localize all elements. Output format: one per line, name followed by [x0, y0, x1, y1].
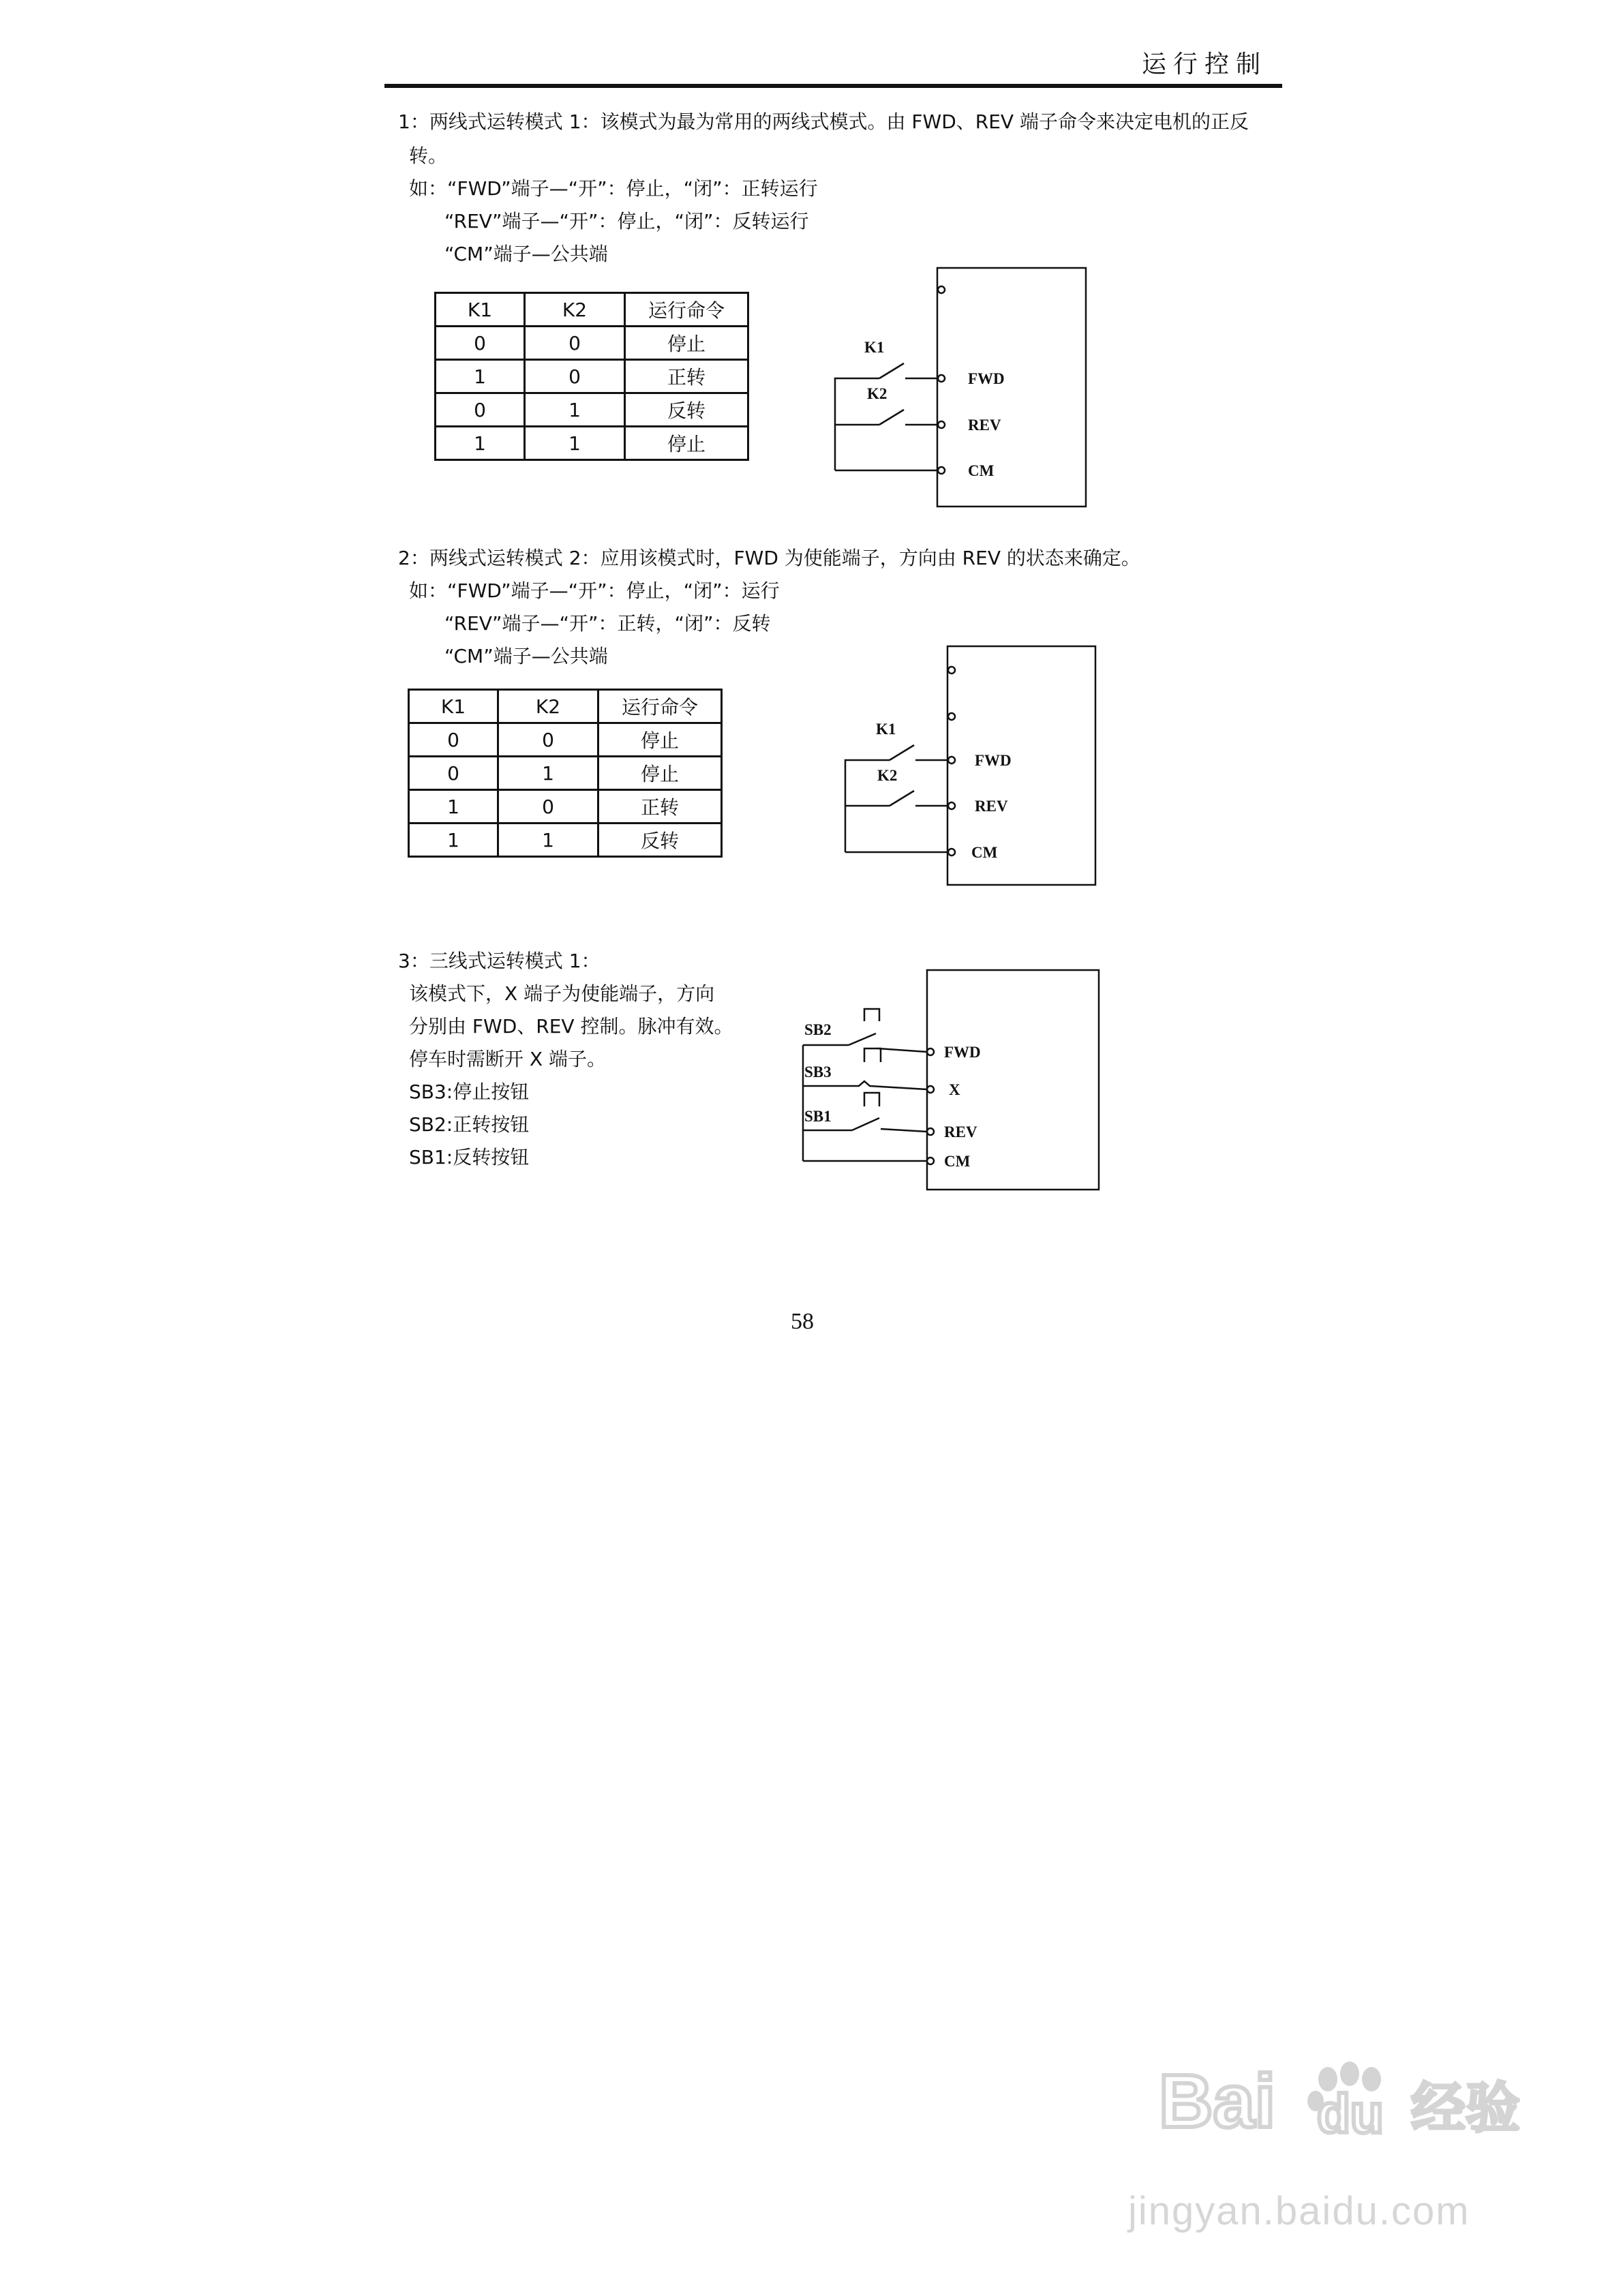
fwd-label: FWD: [975, 752, 1012, 769]
k2-switch-blade: [879, 410, 904, 425]
watermark-url: jingyan.baidu.com: [1128, 2189, 1470, 2233]
page-number: 58: [791, 1309, 814, 1334]
table-row: [409, 723, 722, 757]
k2-label: K2: [877, 767, 898, 784]
table-cell: 正转: [598, 790, 722, 824]
table-cell: 0: [525, 327, 625, 360]
terminal-dot: [927, 1128, 934, 1135]
k1-switch-blade: [890, 745, 914, 760]
watermark-text: Bai: [1159, 2059, 1276, 2141]
table-cell: 0: [498, 790, 598, 824]
table-header-cell: 运行命令: [598, 690, 722, 723]
table-cell: 0: [436, 393, 525, 427]
truth-table-mode2: [408, 689, 723, 858]
section3-line: SB2:正转按钮: [409, 1113, 530, 1136]
rev-label: REV: [975, 798, 1008, 815]
fwd-wire: [878, 1048, 927, 1052]
rev-label: REV: [968, 417, 1001, 434]
terminal-dot: [927, 1048, 934, 1055]
table-row: [436, 393, 748, 427]
table-header-cell: 运行命令: [625, 293, 748, 327]
table-row: [409, 824, 722, 857]
wiring-diagram-mode1: [825, 262, 1097, 508]
terminal-dot: [948, 713, 955, 720]
table-cell: 正转: [625, 360, 748, 393]
table-cell: 1: [436, 360, 525, 393]
table-cell: 停止: [598, 723, 722, 757]
terminal-dot: [938, 467, 945, 474]
k2-switch-blade: [890, 791, 914, 806]
k2-label: K2: [867, 385, 888, 402]
table-cell: 0: [409, 757, 498, 790]
terminal-dot: [938, 421, 945, 428]
terminal-dot: [948, 802, 955, 809]
section2-line: 如：“FWD”端子—“开”：停止，“闭”：运行: [409, 579, 780, 602]
table-header-cell: K2: [525, 293, 625, 327]
table-cell: 1: [409, 824, 498, 857]
watermark-text: du: [1317, 2083, 1384, 2141]
table-cell: 1: [436, 427, 525, 460]
sb1-blade: [852, 1118, 879, 1130]
table-header-cell: K1: [436, 293, 525, 327]
table-cell: 反转: [598, 824, 722, 857]
table-cell: 1: [409, 790, 498, 824]
watermark-cn-text: 经验: [1411, 2076, 1520, 2140]
sb2-button-cap: [864, 1009, 879, 1021]
inverter-box: [947, 646, 1095, 885]
sb2-blade: [849, 1033, 876, 1045]
x-label: X: [949, 1081, 960, 1098]
table-cell: 1: [525, 393, 625, 427]
sb2-label: SB2: [804, 1021, 832, 1038]
section2-line: “CM”端子—公共端: [444, 645, 608, 667]
sb1-label: SB1: [804, 1108, 832, 1125]
terminal-dot: [948, 849, 955, 856]
terminal-dot: [927, 1158, 934, 1164]
table-header-cell: K2: [498, 690, 598, 723]
table-cell: 停止: [598, 757, 722, 790]
terminal-dot: [938, 375, 945, 382]
terminal-dot: [927, 1086, 934, 1093]
fwd-label: FWD: [968, 370, 1005, 387]
table-cell: 停止: [625, 427, 748, 460]
section3-heading: 3：三线式运转模式 1：: [398, 950, 601, 972]
fwd-label: FWD: [944, 1044, 981, 1061]
sb3-label: SB3: [804, 1063, 832, 1081]
table-cell: 1: [498, 824, 598, 857]
section1-line: “CM”端子—公共端: [444, 243, 608, 265]
cm-label: CM: [968, 462, 995, 479]
table-row: [436, 327, 748, 360]
section2-line: “REV”端子—“开”：正转，“闭”：反转: [444, 612, 771, 635]
table-row: [409, 790, 722, 824]
table-cell: 1: [525, 427, 625, 460]
wiring-diagram-mode2: [835, 644, 1108, 890]
terminal-dot: [948, 667, 955, 674]
sb3-contact: [849, 1081, 927, 1089]
header-rule: [384, 84, 1282, 88]
sb3-button-cap: [864, 1048, 881, 1062]
terminal-dot: [948, 757, 955, 764]
table-row: [409, 757, 722, 790]
terminal-dot: [938, 286, 945, 293]
section1-line: 如：“FWD”端子—“开”：停止，“闭”：正转运行: [409, 177, 818, 200]
page-header-title: 运行控制: [1142, 50, 1268, 78]
table-row: [436, 360, 748, 393]
table-header-cell: K1: [409, 690, 498, 723]
section1-heading-cont: 转。: [409, 145, 448, 167]
section1-heading: 1：两线式运转模式 1：该模式为最为常用的两线式模式。由 FWD、REV 端子命令来决定电机的正反: [398, 110, 1249, 133]
section3-line: 该模式下，X 端子为使能端子，方向: [409, 982, 715, 1005]
table-header-row: [436, 293, 748, 327]
rev-label: REV: [944, 1123, 977, 1141]
table-header-row: [409, 690, 722, 723]
rev-wire: [881, 1129, 927, 1132]
table-cell: 停止: [625, 327, 748, 360]
table-row: [436, 427, 748, 460]
table-cell: 0: [436, 327, 525, 360]
section1-line: “REV”端子—“开”：停止，“闭”：反转运行: [444, 210, 809, 232]
table-cell: 0: [525, 360, 625, 393]
k1-label: K1: [864, 339, 885, 356]
table-cell: 1: [498, 757, 598, 790]
k1-switch-blade: [879, 363, 904, 378]
section3-line: SB1:反转按钮: [409, 1146, 530, 1168]
table-cell: 0: [498, 723, 598, 757]
section3-line: 停车时需断开 X 端子。: [409, 1048, 606, 1070]
k1-label: K1: [876, 721, 896, 738]
baidu-watermark-logo: [1159, 2059, 1541, 2141]
truth-table-mode1: [434, 292, 749, 461]
table-cell: 0: [409, 723, 498, 757]
sb1-button-cap: [864, 1093, 879, 1106]
section3-line: 分别由 FWD、REV 控制。脉冲有效。: [409, 1015, 733, 1038]
cm-label: CM: [944, 1153, 971, 1170]
wiring-diagram-three-wire: [798, 967, 1111, 1198]
table-cell: 反转: [625, 393, 748, 427]
cm-label: CM: [971, 844, 998, 861]
inverter-box: [937, 268, 1086, 507]
section3-line: SB3:停止按钮: [409, 1081, 530, 1103]
section2-heading: 2：两线式运转模式 2：应用该模式时，FWD 为使能端子，方向由 REV 的状态来确定。: [398, 547, 1140, 569]
